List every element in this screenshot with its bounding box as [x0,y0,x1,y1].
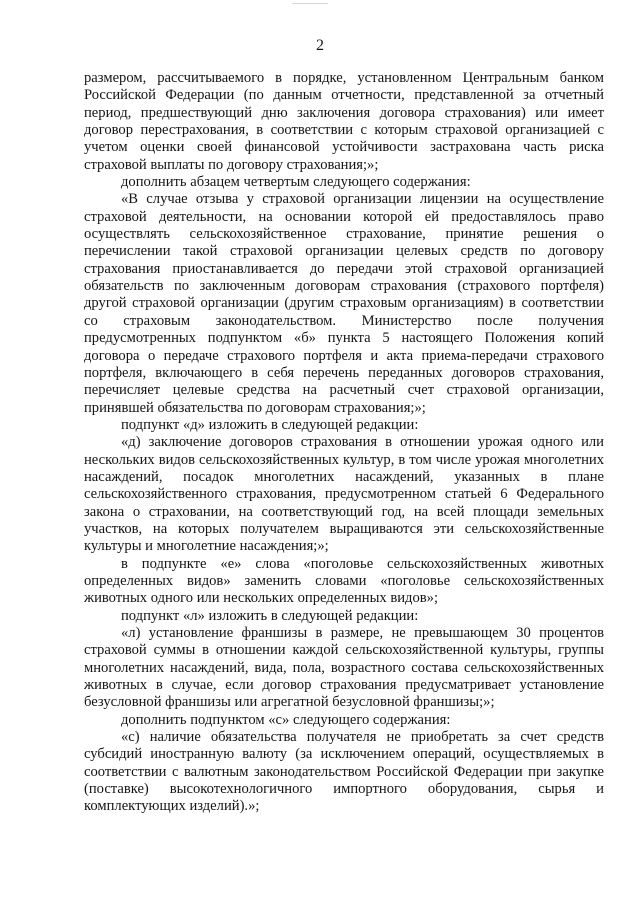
scan-artifact [292,0,328,4]
paragraph-quoted: «д) заключение договоров страхования в отношении урожая одного или нескольких видов сельскохозяйственных культур, в том числе урожая многолетних насаждений, посадок многолетних насаждений, указанных в плане сельскохозяйственного страхования, предусмотренном статьей 6 Федерального закона о страховании, на соответствующий год, на всей площади земельных участков, на которых получателем выращиваются эти сельскохозяйственные культуры и многолетние насаждения;»; [84,434,604,555]
paragraph-quoted: «л) установление франшизы в размере, не превышающем 30 процентов страховой суммы в отношении каждой сельскохозяйственной культуры, группы многолетних насаждений, вида, пола, возрастного состава сельскохозяйственных животных в случае, если договор страхования предусматривает установление безусловной франшизы или агрегатной безусловной франшизы;»; [84,625,604,711]
paragraph-instruction: подпункт «л» изложить в следующей редакции: [121,607,419,624]
paragraph-instruction: дополнить подпунктом «с» следующего содержания: [121,711,451,728]
paragraph-quoted: «с) наличие обязательства получателя не приобретать за счет средств субсидий иностранную валюту (за исключением операций, осуществляемых в соответствии с валютным законодательством Российской Федерации при закупке (поставке) высокотехнологичного импортного оборудования, сырья и комплектующих изделий).»; [84,729,604,815]
paragraph-instruction: подпункт «д» изложить в следующей редакции: [121,416,419,433]
paragraph-instruction: в подпункте «е» слова «поголовье сельскохозяйственных животных определенных видов» заменить словами «поголовье сельскохозяйственных животных одного или нескольких определенных видов»; [84,555,604,607]
document-body [84,70,604,816]
paragraph-instruction: дополнить абзацем четвертым следующего содержания: [121,174,471,191]
page-number: 2 [316,37,324,54]
paragraph-quoted: «В случае отзыва у страховой организации лицензии на осуществление страховой деятельности, на основании которой ей предоставлялось право осуществлять сельскохозяйственное страхование, принятие решения о перечислении такой страховой организации целевых средств по договору страхования приостанавливается до передачи этой страховой организацией обязательств по заключенным договорам страхования (страхового портфеля) другой страховой организации (другим страховым организациям) в соответствии со страховым законодательством. Министерство после получения предусмотренных подпунктом «б» пункта 5 настоящего Положения копий договора о передаче страхового портфеля и акта приема-передачи страхового портфеля, включающего в себя перечень переданных договоров страхования, перечисляет целевые средства на расчетный счет страховой организации, принявшей обязательства по договорам страхования;»; [84,191,604,416]
paragraph-continuation: размером, рассчитываемого в порядке, установленном Центральным банком Российской Федерации (по данным отчетности, представленной за отчетный период, предшествующий дню заключения договора страхования) или имеет договор перестрахования, в соответствии с которым страховой организацией с учетом оценки своей финансовой устойчивости застрахована часть риска страховой выплаты по договору страхования;»; [84,70,604,173]
